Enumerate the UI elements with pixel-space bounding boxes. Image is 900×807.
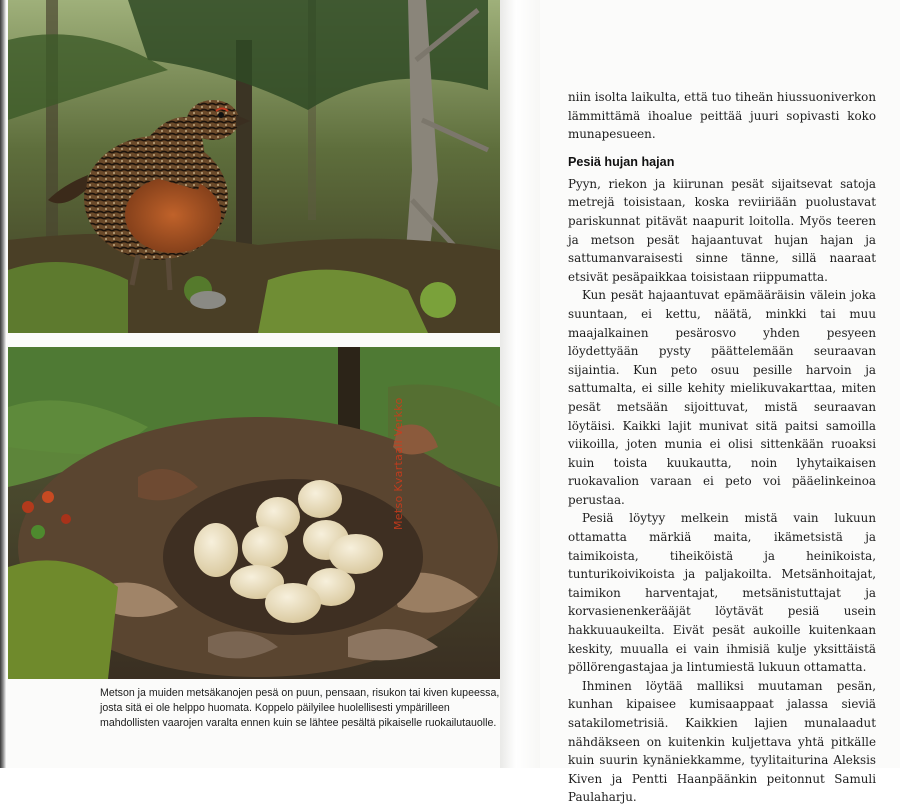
section-heading: Pesiä hujan hajan: [568, 154, 675, 169]
paragraph-2: Kun pesät hajaantuvat epämääräisin välein joka suuntaan, ei kettu, näätä, minkki tai muu maajalkainen pesärosvo yhden pesyeen löydettyään pysty päättelemään seuraavan sijaintia. Kun peto osuu pesille harvoin ja sattumalta, ei sille kehity mielikuvakarttaa, miten pesät metsään sijoittuvat, mistä seuraavan löytäisi. Kaikki lajit munivat sitä paitsi samoilla viikoilla, joten munia ei olisi sittenkään ruoaksi kuin toista kuukautta, noin lyhytaikaisen ruokavalion varaan ei peto voi pääelinkeinoa perustaa.: [568, 288, 876, 507]
paragraph-3: Pesiä löytyy melkein mistä vain lukuun ottamatta märkiä maita, ikämetsistä ja taimikoista, tiheiköistä ja heinikoista, tunturikoivikoista ja paljakoilta. Metsänhoitajat, taimikon harventajat, metsänistuttajat ja korvasienenkerääjät löytävät pesiä usein hakkuuaukeilta. Eivät pesät aukoille kuitenkaan keskity, muualla ei vain ihmisiä kulje yksittäistä pöllörengastajaa ja lintumiestä lukuun ottamatta.: [568, 511, 876, 675]
photo-caption: Metson ja muiden metsäkanojen pesä on puun, pensaan, risukon tai kiven kupeessa, josta sitä ei ole helppo huomata. Koppelo päilyilee huolellisesti ympärilleen mahdollisten vaarojen varalta ennen kuin se lähtee pesältä pikaiselle ruokailutauolle.: [100, 687, 500, 729]
paragraph-1: Pyyn, riekon ja kiirunan pesät sijaitsevat satoja metrejä toisistaan, koska reviiriään puolustavat pariskunnat pitävät naapurit loitolla. Myös teeren ja metson pesät hajaantuvat hujan hajan ja sattumanvaraisesti sinne tänne, sillä naaraat etsivät pesäpaikkaa toisistaan riippumatta.: [568, 176, 876, 284]
red-watermark-stamp: Metso Kvartaali Verkko: [392, 397, 405, 530]
page-edge-shadow: [0, 0, 6, 768]
paragraph-4: Ihminen löytää malliksi muutaman pesän, kunhan kipaisee kumisaappaat jalassa sieviä satakilometrisiä. Kaikkien lajien munalaadut nähdäkseen on kuitenkin kuljettava yhtä pitkälle kuin suurin kynäniekkamme, tyylitaiturina Aleksis Kiven ja Pentti Haanpäänkin peitonnut Samuli Paulaharju.: [568, 678, 876, 805]
continued-paragraph: niin isolta laikulta, että tuo tiheän hiussuoniverkon lämmittämä ihoalue peittää juuri sopivasti koko munapesueen.: [568, 90, 876, 142]
capercaillie-nest-eggs-photo: [8, 347, 500, 679]
capercaillie-hen-photo: [8, 0, 500, 333]
book-gutter: [500, 0, 540, 768]
article-column: [568, 88, 876, 807]
